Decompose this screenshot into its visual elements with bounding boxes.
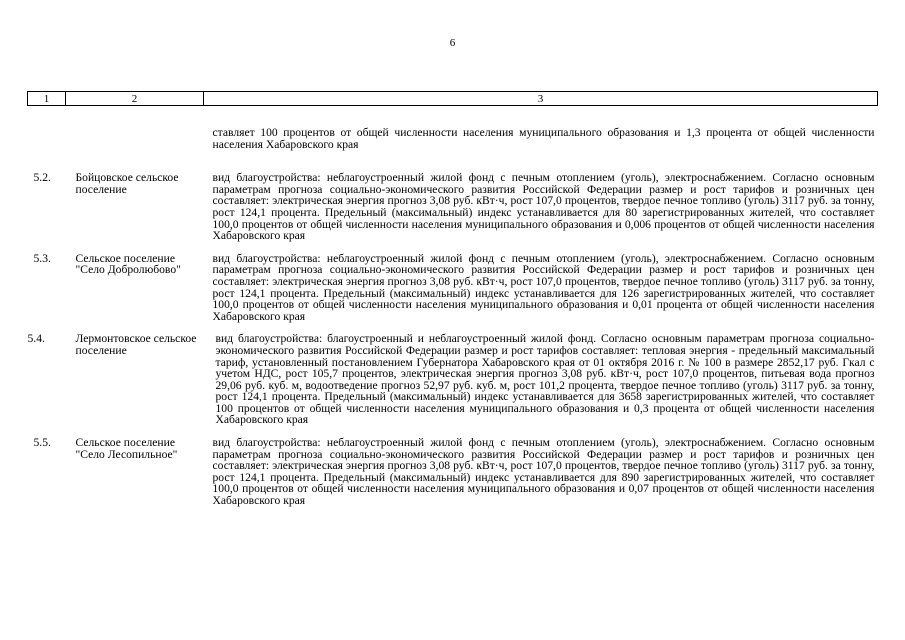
- settlement-name: Сельское поселение "Село Лесопильное": [75, 436, 178, 461]
- settlement-description: вид благоустройства: благоустроенный и неблагоустроенный жилой фонд. Согласно основным параметрам прогноза социально-экономического развития Российской Федерации размер и рост тарифов составляет: тепловая энергия - предельный максимальный тариф, установленный постановлением Губернатора Хабаровского края от 01 октября 2016 г. № 100 в размере 2852,17 руб. Гкал с учетом НДС, рост 105,7 процентов, электрическая энергия прогноз 3,08 руб. кВт·ч, рост 107,0 процентов, питьевая вода прогноз 29,06 руб. куб. м, водоотведение прогноз 52,97 руб. куб. м, рост 101,2 процента, твердое печное топливо (уголь) 3117 руб. за тонну, рост 124,1 процента. Предельный (максимальный) индекс устанавливается для 3658 зарегистрированных жителей, что составляет 100 процентов от общей численности населения муниципального образования и 0,3 процента от общей численности населения Хабаровского края: [215, 332, 875, 427]
- settlement-name: Сельское поселение "Село Добролюбово": [75, 251, 181, 277]
- settlement-description: вид благоустройства: неблагоустроенный жилой фонд с печным отоплением (уголь), электроснабжением. Согласно основным параметрам прогноза социально-экономического развития Российской Федерации размер и рост тарифов и розничных цен составляет: электрическая энергия прогноз 3,08 руб. кВт·ч, рост 107,0 процентов, твердое печное топливо (уголь) 3117 руб. за тонну, рост 124,1 процента. Предельный (максимальный) индекс устанавливается для 80 зарегистрированных жителей, что составляет 100,0 процентов от общей численности населения муниципального образования и 0,006 процентов от общей численности населения Хабаровского края: [212, 171, 875, 243]
- settlement-description: вид благоустройства: неблагоустроенный жилой фонд с печным отоплением (уголь), электроснабжением. Согласно основным параметрам прогноза социально-экономического развития Российской Федерации размер и рост тарифов и розничных цен составляет: электрическая энергия прогноз 3,08 руб. кВт·ч, рост 107,0 процентов, твердое печное топливо (уголь) 3117 руб. за тонну, рост 124,1 процента. Предельный (максимальный) индекс устанавливается для 890 зарегистрированных жителей, что составляет 100,0 процентов от общей численности населения муниципального образования и 0,07 процентов от общей численности населения Хабаровского края: [212, 436, 875, 508]
- table-header-row: [28, 92, 878, 106]
- row-number: [28, 106, 66, 173]
- row-number: 5.4.: [27, 332, 45, 346]
- table-row: [28, 172, 878, 253]
- settlement-name: [66, 106, 204, 173]
- row-number: 5.2.: [33, 171, 51, 185]
- table-row: [28, 437, 878, 507]
- row-number: 5.3.: [33, 251, 51, 265]
- continuation-text: ставляет 100 процентов от общей численности населения муниципального образования и 1,3 процента от общей численности населения Хабаровского края: [212, 126, 875, 151]
- tariff-table: [27, 91, 878, 507]
- table-row-continuation: [28, 106, 878, 173]
- row-number: 5.5.: [33, 436, 51, 450]
- table-row: [28, 253, 878, 334]
- column-number-2: 2: [66, 92, 204, 106]
- table-row: [28, 333, 878, 437]
- column-number-3: 3: [204, 92, 878, 106]
- settlement-name: Лермонтовское сельское поселение: [75, 332, 197, 357]
- page-number: 6: [449, 37, 456, 49]
- settlement-name: Бойцовское сельское поселение: [75, 171, 179, 196]
- column-number-1: 1: [28, 92, 66, 106]
- settlement-description: вид благоустройства: неблагоустроенный жилой фонд с печным отоплением (уголь), электроснабжением. Согласно основным параметрам прогноза социально-экономического развития Российской Федерации размер и рост тарифов и розничных цен составляет: электрическая энергия прогноз 3,08 руб. кВт·ч, рост 107,0 процентов, твердое печное топливо (уголь) 3117 руб. за тонну, рост 124,1 процента. Предельный (максимальный) индекс устанавливается для 126 зарегистрированных жителей, что составляет 100,0 процентов от общей численности населения муниципального образования и 0,01 процента от общей численности населения Хабаровского края: [212, 251, 875, 323]
